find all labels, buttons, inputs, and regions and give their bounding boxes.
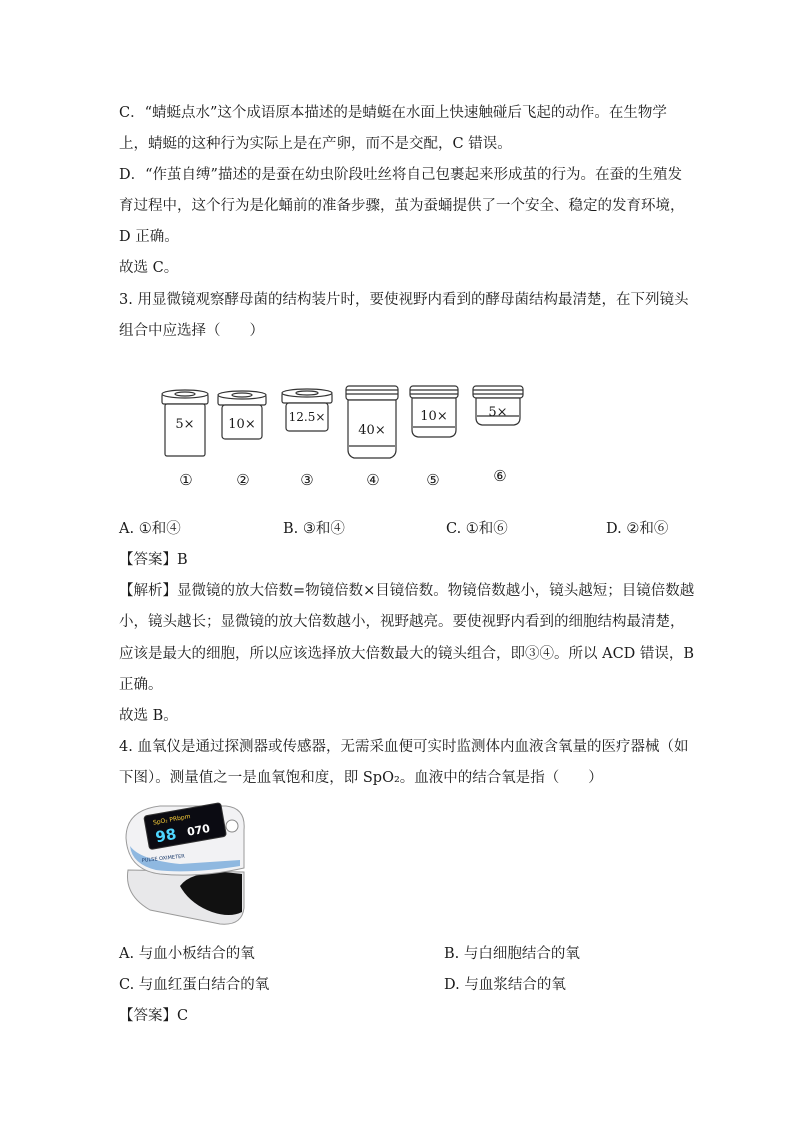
objective-lens-4 [346, 386, 398, 458]
answer: 【答案】C [119, 1008, 189, 1024]
lens-number: ① [179, 471, 193, 489]
option-a: A. 与血小板结合的氧 [119, 946, 255, 962]
lens-mag-label: 10× [228, 417, 256, 432]
lens-number: ⑥ [493, 467, 507, 485]
screen-top-label: SpO₂ PRbpm [152, 813, 192, 827]
analysis-line: 小，镜头越长；显微镜的放大倍数越小，视野越亮。要使视野内看到的细胞结构最清楚， [119, 614, 685, 630]
option-a: A. ①和④ [119, 521, 181, 537]
lens-figure [0, 380, 794, 520]
analysis-line: 故选 B。 [119, 708, 178, 724]
lens-mag-label: 12.5× [288, 410, 326, 424]
lens-number: ③ [300, 471, 314, 489]
option-b: B. 与白细胞结合的氧 [444, 946, 580, 962]
analysis-line: 【解析】显微镜的放大倍数=物镜倍数×目镜倍数。物镜倍数越小，镜头越短；目镜倍数越 [119, 583, 695, 599]
text-line: 上，蜻蜓的这种行为实际上是在产卵，而不是交配，C 错误。 [119, 136, 512, 152]
text-line: D．“作茧自缚”描述的是蚕在幼虫阶段吐丝将自己包裹起来形成茧的行为。在蚕的生殖发 [119, 167, 682, 183]
text-line: D 正确。 [119, 229, 179, 245]
option-d: D. 与血浆结合的氧 [444, 977, 566, 993]
pulse-oximeter-image [120, 800, 250, 930]
pr-readout: 070 [186, 821, 211, 839]
lens-number: ⑤ [426, 471, 440, 489]
lens-number: ④ [366, 471, 380, 489]
analysis-line: 应该是最大的细胞，所以应该选择放大倍数最大的镜头组合，即③④。所以 ACD 错误，B [119, 646, 695, 662]
brand-text: PULSE OXIMETER [141, 853, 186, 864]
question-3-stem: 3. 用显微镜观察酵母菌的结构装片时，要使视野内看到的酵母菌结构最清楚，在下列镜头 [119, 292, 689, 308]
lens-number: ② [236, 471, 250, 489]
text-line: C．“蜻蜓点水”这个成语原本描述的是蜻蜓在水面上快速触碰后飞起的动作。在生物学 [119, 105, 667, 121]
option-c: C. ①和⑥ [446, 521, 508, 537]
question-3-stem: 组合中应选择（ ） [119, 323, 264, 339]
lens-mag-label: 40× [358, 423, 386, 438]
lens-mag-label: 5× [175, 417, 195, 432]
spo2-readout: 98 [154, 824, 178, 847]
option-d: D. ②和⑥ [606, 521, 669, 537]
text-line: 育过程中，这个行为是化蛹前的准备步骤，茧为蚕蛹提供了一个安全、稳定的发育环境， [119, 198, 685, 214]
answer: 【答案】B [119, 552, 188, 568]
lens-mag-label: 10× [420, 409, 448, 424]
option-b: B. ③和④ [283, 521, 345, 537]
lens-mag-label: 5× [488, 405, 508, 420]
question-4-stem: 下图）。测量值之一是血氧饱和度，即 SpO₂。血液中的结合氧是指（ ） [119, 770, 603, 786]
question-4-stem: 4. 血氧仪是通过探测器或传感器，无需采血便可实时监测体内血液含氧量的医疗器械（如 [119, 739, 689, 755]
analysis-line: 正确。 [119, 677, 163, 693]
option-c: C. 与血红蛋白结合的氧 [119, 977, 270, 993]
text-line: 故选 C。 [119, 260, 179, 276]
